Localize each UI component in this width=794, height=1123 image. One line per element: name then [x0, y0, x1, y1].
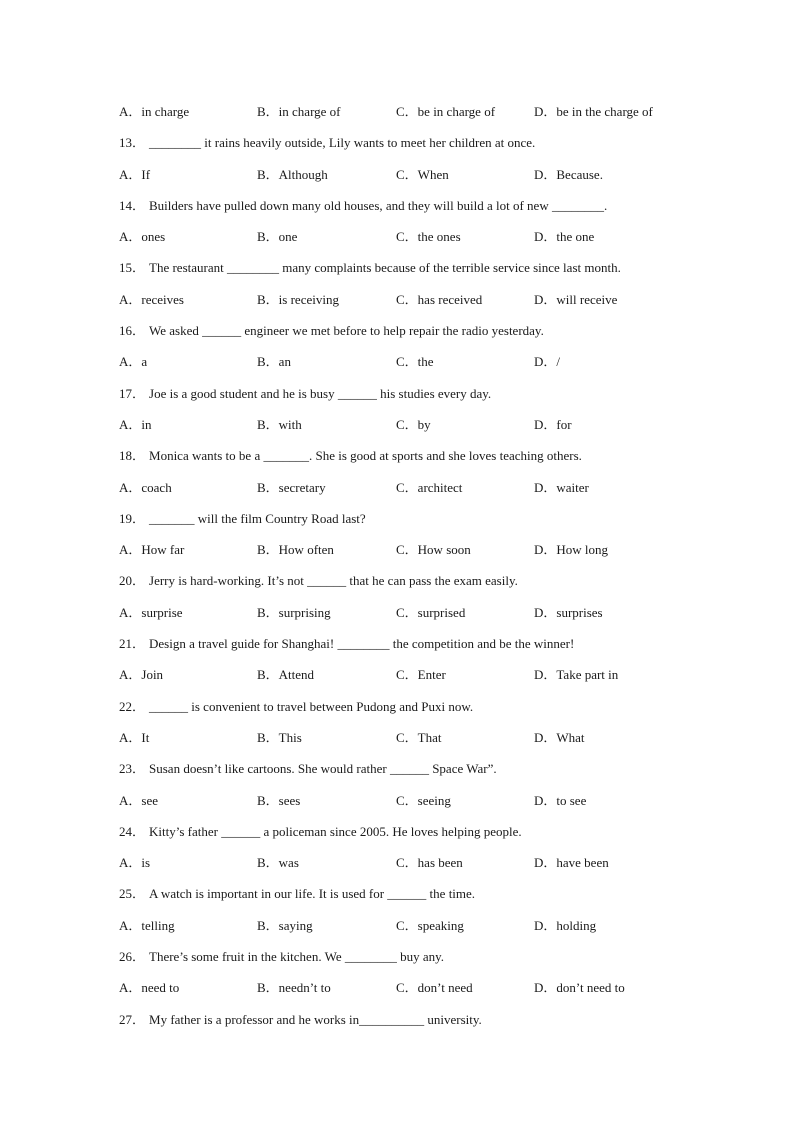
- question-number: 17．: [119, 385, 146, 401]
- option-row: [119, 915, 719, 946]
- question-stem: [119, 320, 719, 351]
- option-c: C．seeing: [396, 792, 451, 808]
- option-row: [119, 101, 719, 132]
- option-c: C．the ones: [396, 229, 461, 245]
- option-c: C．surprised: [396, 604, 466, 620]
- option-b: B．secretary: [257, 479, 326, 495]
- question-number: 24．: [119, 823, 146, 839]
- option-a: A．need to: [119, 980, 180, 996]
- option-c: C．architect: [396, 479, 463, 495]
- question-text: ________ it rains heavily outside, Lily wants to meet her children at once.: [149, 135, 536, 151]
- question-text: Jerry is hard-working. It’s not ______ that he can pass the exam easily.: [149, 573, 518, 589]
- option-c: C．Enter: [396, 667, 446, 683]
- option-b: B．in charge of: [257, 104, 341, 119]
- question-text: Kitty’s father ______ a policeman since 2005. He loves helping people.: [149, 823, 522, 839]
- option-d: D．have been: [534, 855, 609, 871]
- option-b: B．was: [257, 855, 299, 871]
- question-stem: [119, 696, 719, 727]
- option-c: C．the: [396, 354, 434, 370]
- question-stem: [119, 445, 719, 476]
- question-number: 20．: [119, 573, 146, 589]
- option-row: [119, 727, 719, 758]
- question-stem: [119, 383, 719, 414]
- option-d: D．How long: [534, 542, 609, 558]
- option-b: B．surprising: [257, 604, 331, 620]
- option-a: A．a: [119, 354, 148, 370]
- option-d: D．for: [534, 416, 572, 432]
- question-number: 14．: [119, 197, 146, 213]
- question-text: Design a travel guide for Shanghai! ________ the competition and be the winner!: [149, 636, 575, 652]
- option-row: [119, 539, 719, 570]
- option-a: A．receives: [119, 291, 184, 307]
- question-number: 18．: [119, 448, 146, 464]
- option-a: A．How far: [119, 542, 185, 558]
- option-b: B．with: [257, 416, 302, 432]
- question-number: 25．: [119, 886, 146, 902]
- option-d: D．don’t need to: [534, 980, 625, 996]
- option-d: D．/: [534, 354, 561, 370]
- option-b: B．saying: [257, 917, 313, 933]
- option-b: B．Attend: [257, 667, 315, 683]
- question-number: 19．: [119, 510, 146, 526]
- option-a: A．If: [119, 166, 151, 182]
- option-a: A．surprise: [119, 604, 183, 620]
- option-a: A．telling: [119, 917, 175, 933]
- question-text: My father is a professor and he works in__________ university.: [149, 1011, 482, 1027]
- option-c: C．by: [396, 416, 431, 432]
- option-b: B．How often: [257, 542, 334, 558]
- question-number: 16．: [119, 323, 146, 339]
- option-row: [119, 164, 719, 195]
- option-b: B．an: [257, 354, 291, 370]
- question-number: 27．: [119, 1011, 146, 1027]
- option-row: [119, 289, 719, 320]
- option-c: C．has received: [396, 291, 483, 307]
- option-a: A．coach: [119, 479, 172, 495]
- question-text: Builders have pulled down many old houses, and they will build a lot of new ________.: [149, 197, 608, 213]
- option-b: B．sees: [257, 792, 301, 808]
- question-stem: [119, 946, 719, 977]
- option-row: [119, 602, 719, 633]
- option-c: C．don’t need: [396, 980, 473, 996]
- option-c: C．speaking: [396, 917, 464, 933]
- question-number: 21．: [119, 636, 146, 652]
- question-stem: [119, 570, 719, 601]
- question-text: Susan doesn’t like cartoons. She would rather ______ Space War”.: [149, 761, 497, 777]
- option-a: A．is: [119, 855, 151, 871]
- option-row: [119, 226, 719, 257]
- option-b: B．is receiving: [257, 291, 339, 307]
- option-c: C．That: [396, 729, 442, 745]
- option-d: D．holding: [534, 917, 597, 933]
- option-a: A．see: [119, 792, 158, 808]
- option-row: [119, 977, 719, 1008]
- option-d: D．What: [534, 729, 585, 745]
- option-row: [119, 414, 719, 445]
- option-d: D．surprises: [534, 604, 603, 620]
- option-row: [119, 351, 719, 382]
- question-number: 15．: [119, 260, 146, 276]
- question-number: 13．: [119, 135, 146, 151]
- option-b: B．This: [257, 729, 302, 745]
- question-stem: [119, 758, 719, 789]
- option-b: B．needn’t to: [257, 980, 331, 996]
- question-number: 23．: [119, 761, 146, 777]
- option-a: A．in: [119, 416, 152, 432]
- question-text: Joe is a good student and he is busy ______ his studies every day.: [149, 385, 492, 401]
- option-row: [119, 664, 719, 695]
- question-text: _______ will the film Country Road last?: [149, 510, 366, 526]
- option-d: D．will receive: [534, 291, 618, 307]
- question-number: 26．: [119, 949, 146, 965]
- option-d: D．Because.: [534, 166, 603, 182]
- option-row: [119, 852, 719, 883]
- question-stem: [119, 508, 719, 539]
- option-b: B．Although: [257, 166, 328, 182]
- question-number: 22．: [119, 698, 146, 714]
- question-text: Monica wants to be a _______. She is good at sports and she loves teaching others.: [149, 448, 582, 464]
- option-a: A．Join: [119, 667, 164, 683]
- question-stem: [119, 132, 719, 163]
- question-stem: [119, 195, 719, 226]
- question-stem: [119, 633, 719, 664]
- option-a: A．in charge: [119, 104, 190, 119]
- question-text: The restaurant ________ many complaints because of the terrible service since last month.: [149, 260, 621, 276]
- option-c: C．How soon: [396, 542, 471, 558]
- option-b: B．one: [257, 229, 298, 245]
- option-row: [119, 790, 719, 821]
- question-stem: [119, 257, 719, 288]
- question-stem: [119, 1009, 719, 1040]
- option-d: D．to see: [534, 792, 587, 808]
- question-text: We asked ______ engineer we met before to help repair the radio yesterday.: [149, 323, 544, 339]
- option-row: [119, 477, 719, 508]
- question-list: [119, 101, 719, 1040]
- option-d: D．be in the charge of: [534, 104, 653, 119]
- option-c: C．When: [396, 166, 449, 182]
- option-a: A．ones: [119, 229, 166, 245]
- question-text: There’s some fruit in the kitchen. We ________ buy any.: [149, 949, 445, 965]
- question-stem: [119, 821, 719, 852]
- option-a: A．It: [119, 729, 150, 745]
- option-c: C．be in charge of: [396, 104, 496, 119]
- option-d: D．waiter: [534, 479, 589, 495]
- question-text: A watch is important in our life. It is used for ______ the time.: [149, 886, 476, 902]
- option-d: D．the one: [534, 229, 595, 245]
- option-d: D．Take part in: [534, 667, 619, 683]
- option-c: C．has been: [396, 855, 463, 871]
- question-stem: [119, 883, 719, 914]
- question-text: ______ is convenient to travel between Pudong and Puxi now.: [149, 698, 474, 714]
